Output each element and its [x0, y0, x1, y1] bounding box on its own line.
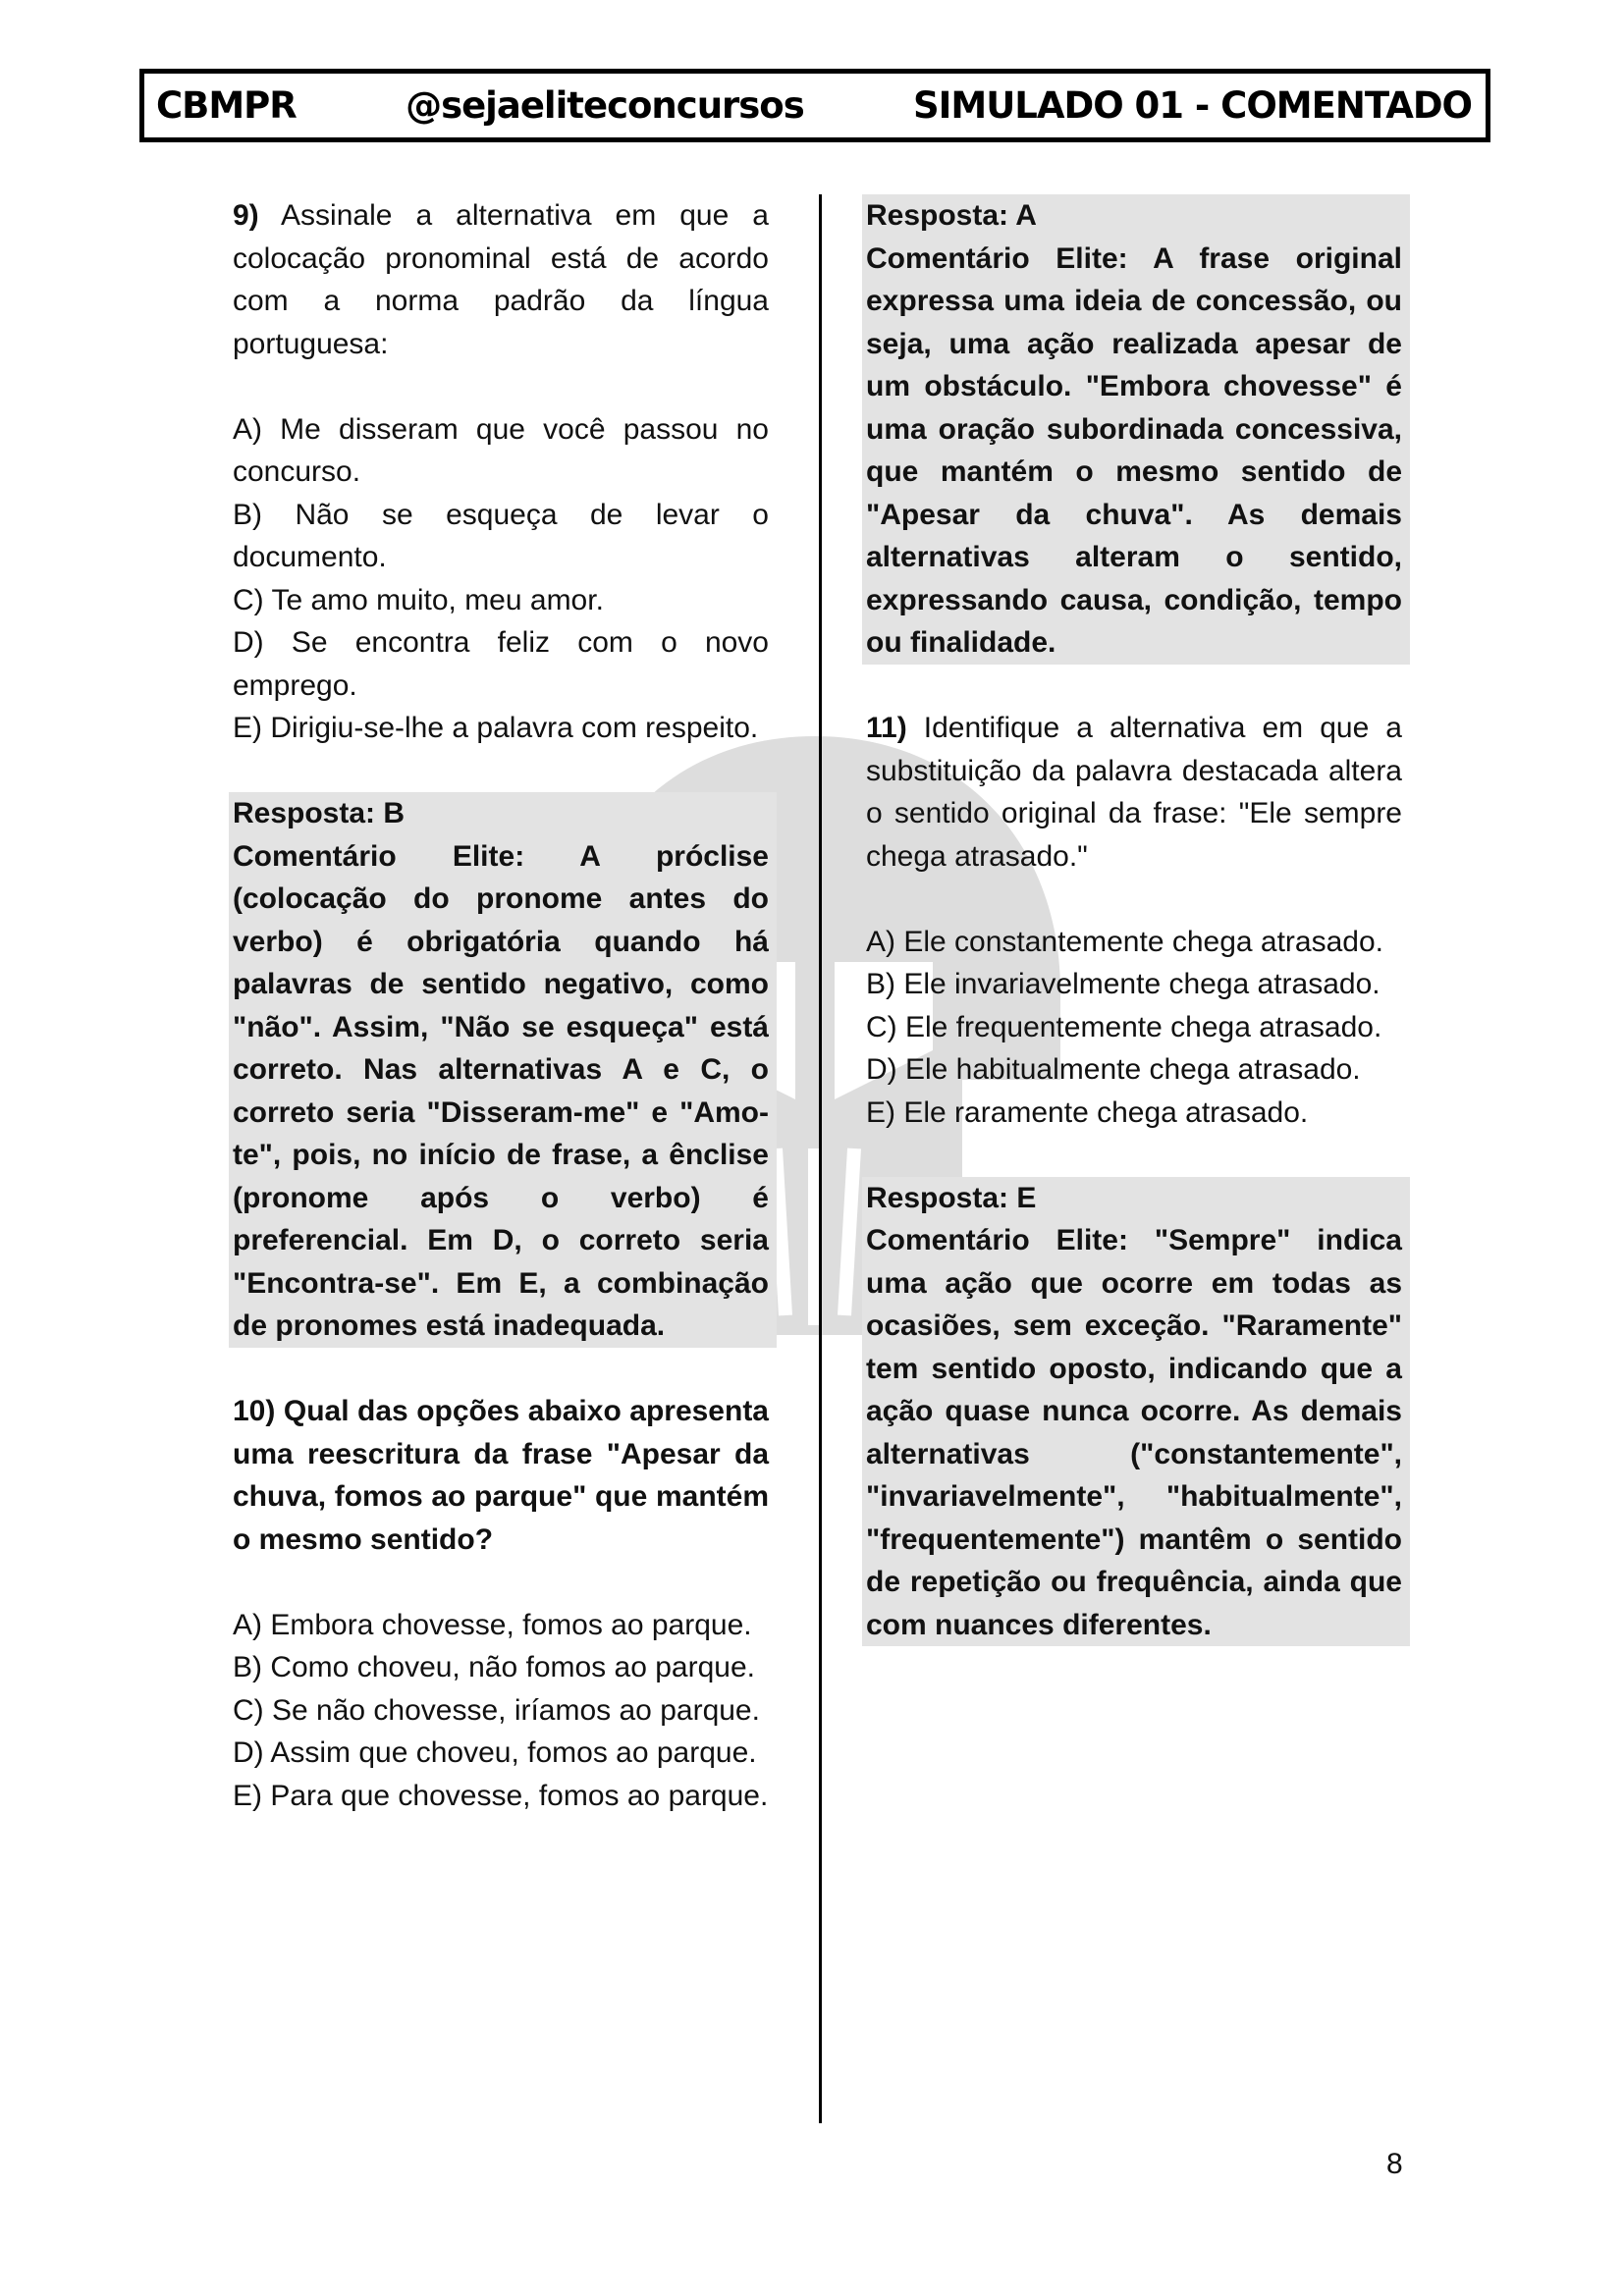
question-9-number: 9)	[233, 199, 259, 232]
question-9-option-c: C) Te amo muito, meu amor.	[233, 583, 604, 616]
question-9-answer: Resposta: B	[233, 797, 406, 829]
question-11-number: 11)	[866, 712, 907, 744]
header-handle: @sejaeliteconcursos	[406, 84, 804, 127]
question-11-text: Identifique a alternativa em que a substituição da palavra destacada altera o sentido original da frase: "Ele sempre chega atrasado."	[866, 712, 1402, 873]
question-11-answer-box	[862, 1177, 1410, 1647]
question-10-answer: Resposta: A	[866, 199, 1037, 232]
question-9-option-b: B) Não se esqueça de levar o documento.	[233, 498, 769, 573]
page-header	[139, 69, 1490, 142]
question-10-option-b: B) Como choveu, não fomos ao parque.	[233, 1651, 755, 1683]
header-exam-name: CBMPR	[156, 84, 297, 127]
question-10-number: 10)	[233, 1395, 276, 1427]
question-11-option-a: A) Ele constantemente chega atrasado.	[866, 925, 1383, 958]
question-10-option-c: C) Se não chovesse, iríamos ao parque.	[233, 1693, 760, 1727]
question-11-option-b: B) Ele invariavelmente chega atrasado.	[866, 968, 1380, 1000]
question-10	[233, 1390, 769, 1561]
question-11-answer: Resposta: E	[866, 1181, 1037, 1214]
question-9-text: Assinale a alternativa em que a colocação pronominal está de acordo com a norma padrão da língua portuguesa:	[233, 199, 769, 360]
question-10-comment: Comentário Elite: A frase original expressa uma ideia de concessão, ou seja, uma ação realizada apesar de um obstáculo. "Embora chovesse" é uma oração subordinada concessiva, que mantém o mesmo sentido de "Apesar da chuva". As demais alternativas alteram o sentido, expressando causa, condição, tempo ou finalidade.	[866, 241, 1402, 659]
question-9-option-d: D) Se encontra feliz com o novo emprego.	[233, 626, 769, 702]
page-number: 8	[1386, 2148, 1403, 2180]
question-9-answer-box	[229, 792, 777, 1348]
question-9-comment: Comentário Elite: A próclise (colocação do pronome antes do verbo) é obrigatória quando há palavras de sentido negativo, como "não". Assim, "Não se esqueça" está correto. Nas alternativas A e C, o correto seria "Disseram-me" e "Amo-te", pois, no início de frase, a ênclise (pronome após o verbo) é preferencial. Em D, o correto seria "Encontra-se". Em E, a combinação de pronomes está inadequada.	[233, 839, 769, 1342]
question-10-option-e: E) Para que chovesse, fomos ao parque.	[233, 1779, 769, 1812]
question-11-option-d: D) Ele habitualmente chega atrasado.	[866, 1053, 1361, 1086]
question-9-option-e: E) Dirigiu-se-lhe a palavra com respeito.	[233, 712, 759, 744]
question-9-option-a: A) Me disseram que você passou no concurso.	[233, 412, 769, 488]
column-divider	[819, 194, 822, 2123]
question-11	[866, 707, 1402, 878]
question-11-option-c: C) Ele frequentemente chega atrasado.	[866, 1010, 1382, 1043]
question-10-option-d: D) Assim que choveu, fomos ao parque.	[233, 1736, 757, 1769]
right-column	[866, 194, 1402, 1646]
question-11-option-e: E) Ele raramente chega atrasado.	[866, 1095, 1309, 1129]
question-10-text: Qual das opções abaixo apresenta uma reescritura da frase "Apesar da chuva, fomos ao parque" que mantém o mesmo sentido?	[233, 1395, 769, 1556]
question-10-option-a: A) Embora chovesse, fomos ao parque.	[233, 1608, 752, 1641]
header-title: SIMULADO 01 - COMENTADO	[913, 84, 1472, 127]
question-11-comment: Comentário Elite: "Sempre" indica uma ação que ocorre em todas as ocasiões, sem exceção. "Raramente" tem sentido oposto, indicando que a ação quase nunca ocorre. As demais alternativas ("constantemente", "invariavelmente", "habitualmente", "frequentemente") mantêm o sentido de repetição ou frequência, ainda que com nuances diferentes.	[866, 1224, 1402, 1641]
question-9	[233, 194, 769, 365]
question-10-answer-box	[862, 194, 1410, 665]
left-column	[233, 194, 769, 1817]
